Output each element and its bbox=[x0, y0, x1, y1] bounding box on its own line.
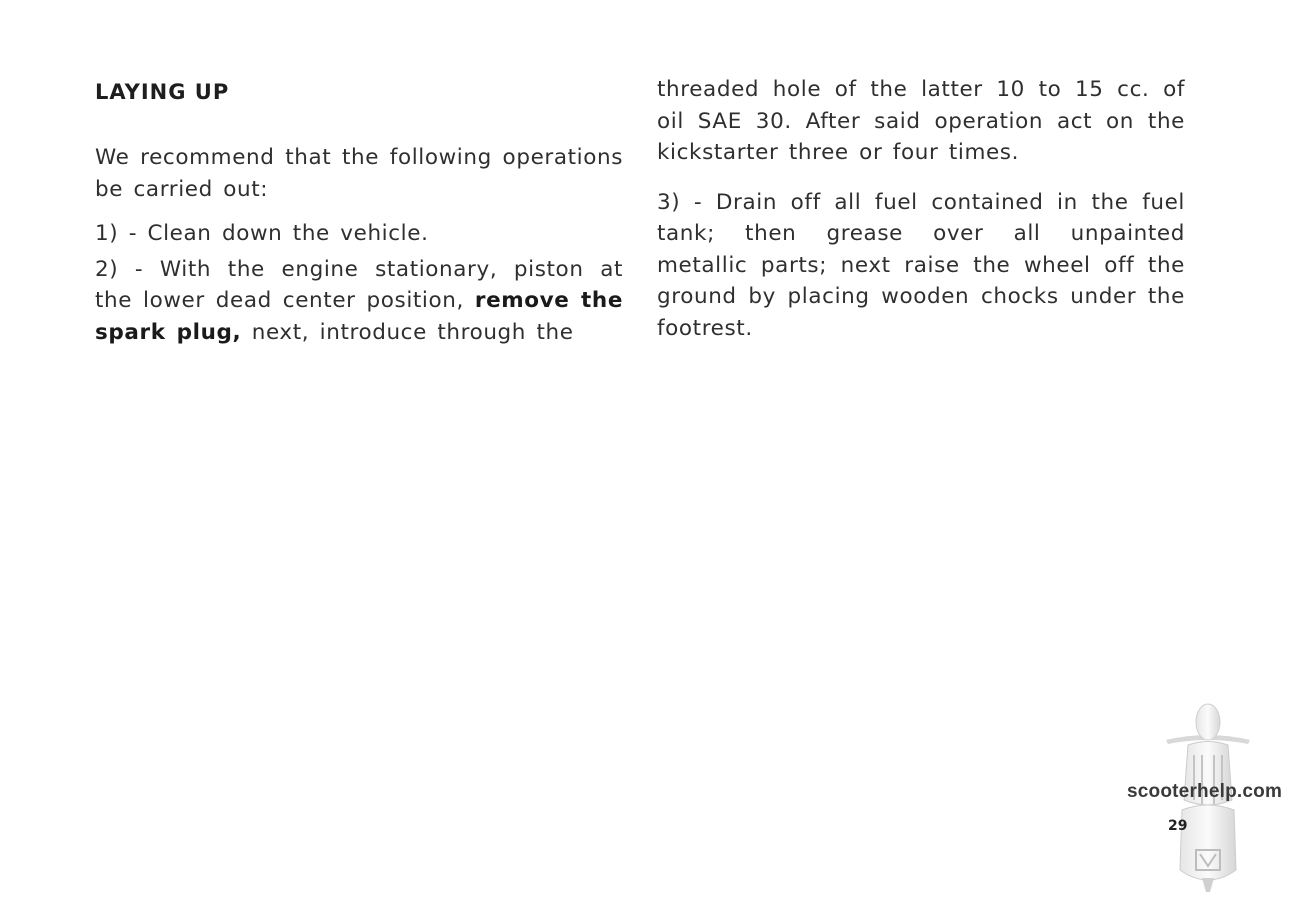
watermark-text: scooterhelp.com bbox=[1127, 781, 1283, 802]
step-1-paragraph: 1) - Clean down the vehicle. bbox=[95, 221, 429, 246]
continuation-paragraph: threaded hole of the latter 10 to 15 cc. of oil SAE 30. After said operation act on the kickstarter three or four times. bbox=[657, 77, 1185, 165]
step-3-paragraph: 3) - Drain off all fuel contained in the fuel tank; then grease over all unpainted metallic parts; next raise the wheel off the ground by placing wooden chocks under the footrest. bbox=[657, 189, 1185, 341]
step-2-text-end: next, introduce through the bbox=[241, 319, 574, 345]
step-2-bold-text: remove the spark plug, bbox=[95, 288, 623, 345]
left-column bbox=[95, 72, 623, 361]
step-2-paragraph bbox=[95, 254, 623, 349]
right-column bbox=[657, 72, 1185, 357]
page-number: 29 bbox=[1168, 818, 1188, 834]
section-heading: LAYING UP bbox=[95, 80, 230, 104]
step-2-text-start: 2) - With the engine stationary, piston at the lower dead center position, bbox=[95, 256, 623, 313]
intro-paragraph: We recommend that the following operations be carried out: bbox=[95, 145, 623, 202]
